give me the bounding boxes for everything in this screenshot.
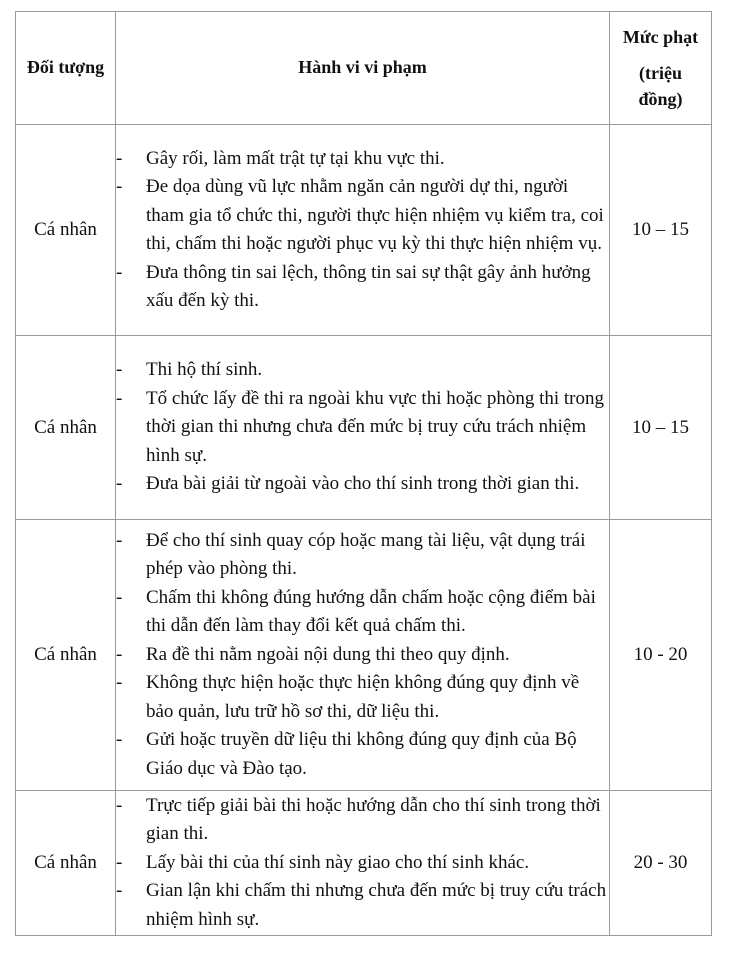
subject-cell: Cá nhân <box>16 791 116 936</box>
violation-item: - Ra đề thi nằm ngoài nội dung thi theo quy định. <box>116 641 609 670</box>
violation-item: - Đe dọa dùng vũ lực nhằm ngăn cản người dự thi, người tham gia tổ chức thi, người thực hiện nhiệm vụ kiểm tra, coi thi, chấm thi hoặc người phục vụ kỳ thi thực hiện nhiệm vụ. <box>116 173 609 259</box>
fine-cell: 10 – 15 <box>610 125 712 336</box>
violation-list <box>116 527 609 784</box>
table-row <box>16 125 712 336</box>
fine-cell: 20 - 30 <box>610 791 712 936</box>
violation-item: - Trực tiếp giải bài thi hoặc hướng dẫn cho thí sinh trong thời gian thi. <box>116 792 609 849</box>
violation-item: - Chấm thi không đúng hướng dẫn chấm hoặc cộng điểm bài thi dẫn đến làm thay đổi kết quả chấm thi. <box>116 584 609 641</box>
fine-cell: 10 - 20 <box>610 520 712 791</box>
violation-cell <box>116 125 610 336</box>
violation-cell <box>116 791 610 936</box>
table-header-row <box>16 12 712 125</box>
violation-list <box>116 145 609 316</box>
violation-item: - Gửi hoặc truyền dữ liệu thi không đúng quy định của Bộ Giáo dục và Đào tạo. <box>116 726 609 783</box>
violation-item: - Lấy bài thi của thí sinh này giao cho thí sinh khác. <box>116 849 609 878</box>
violation-list <box>116 356 609 499</box>
subject-cell: Cá nhân <box>16 125 116 336</box>
header-violation: Hành vi vi phạm <box>116 12 610 125</box>
table-row <box>16 520 712 791</box>
header-fine-line3: đồng) <box>638 89 683 110</box>
penalty-table <box>15 11 712 936</box>
penalty-table-container <box>15 11 711 936</box>
violation-item: - Thi hộ thí sinh. <box>116 356 609 385</box>
violation-item: - Tổ chức lấy đề thi ra ngoài khu vực thi hoặc phòng thi trong thời gian thi nhưng chưa đến mức bị truy cứu trách nhiệm hình sự. <box>116 385 609 471</box>
table-row <box>16 791 712 936</box>
fine-cell: 10 – 15 <box>610 336 712 520</box>
violation-item: - Đưa bài giải từ ngoài vào cho thí sinh trong thời gian thi. <box>116 470 609 499</box>
violation-item: - Để cho thí sinh quay cóp hoặc mang tài liệu, vật dụng trái phép vào phòng thi. <box>116 527 609 584</box>
violation-cell <box>116 336 610 520</box>
header-subject: Đối tượng <box>16 12 116 125</box>
header-fine-line1: Mức phạt <box>622 26 699 47</box>
violation-list <box>116 792 609 935</box>
violation-cell <box>116 520 610 791</box>
header-fine-line2: (triệu <box>639 62 682 83</box>
subject-cell: Cá nhân <box>16 336 116 520</box>
violation-item: - Đưa thông tin sai lệch, thông tin sai sự thật gây ảnh hưởng xấu đến kỳ thi. <box>116 259 609 316</box>
header-fine <box>610 12 712 125</box>
violation-item: - Gian lận khi chấm thi nhưng chưa đến mức bị truy cứu trách nhiệm hình sự. <box>116 877 609 934</box>
table-row <box>16 336 712 520</box>
violation-item: - Không thực hiện hoặc thực hiện không đúng quy định về bảo quản, lưu trữ hồ sơ thi, dữ liệu thi. <box>116 669 609 726</box>
violation-item: - Gây rối, làm mất trật tự tại khu vực thi. <box>116 145 609 174</box>
subject-cell: Cá nhân <box>16 520 116 791</box>
